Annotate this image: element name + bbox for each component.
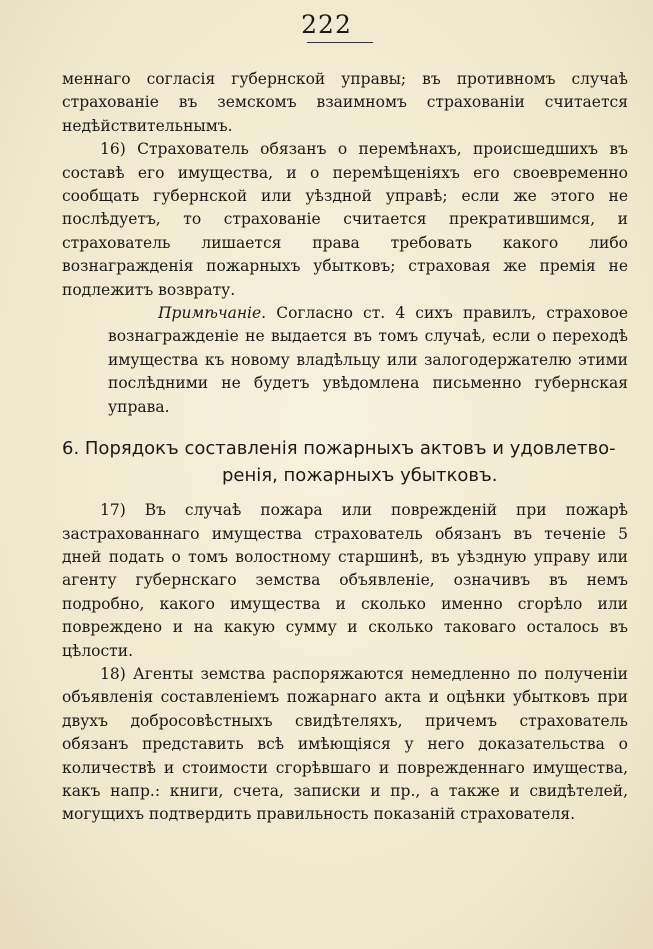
note-label: Примѣчаніе. (158, 304, 267, 323)
note-paragraph (108, 302, 628, 419)
page-number-rule (307, 42, 373, 43)
section-heading (62, 435, 628, 489)
paragraph-continued: меннаго согласія губернской управы; въ противномъ случаѣ страхованіе въ земскомъ взаимномъ страхованіи считается недѣйствительнымъ. (62, 70, 628, 135)
paragraph-16: 16) Страхователь обязанъ о перемѣнахъ, происшедшихъ въ составѣ его имущества, и о перемѣщеніяхъ его своевременно сообщать губернской или уѣздной управѣ; если же этого не послѣдуетъ, то страхованіе считается прекратившимся, и страхователь лишается права требовать какого либо вознагражденія пожарныхъ убытковъ; страховая же премія не подлежитъ возврату. (62, 140, 628, 299)
page-body (62, 68, 628, 827)
section-heading-line1: 6. Порядокъ составленія пожарныхъ актовъ и удовлетво- (62, 438, 616, 460)
paragraph-17: 17) Въ случаѣ пожара или поврежденій при пожарѣ застрахованнаго имущества страхователь обязанъ въ теченіе 5 дней подать о томъ волостному старшинѣ, въ уѣздную управу или агенту губернскаго земства объявленіе, означивъ въ немъ подробно, какого имущества и сколько именно сгорѣло или повреждено и на какую сумму и сколько таковаго осталось въ цѣлости. (62, 501, 628, 660)
page-number: 222 (301, 10, 352, 39)
note-text: Согласно ст. 4 сихъ правилъ, страховое вознагражденіе не выдается въ томъ случаѣ, если о переходѣ имущества къ новому владѣльцу или залогодержателю этими послѣдними не будетъ увѣдомлена письменно губернская управа. (108, 304, 628, 416)
paragraph-18: 18) Агенты земства распоряжаются немедленно по полученіи объявленія составленіемъ пожарнаго акта и оцѣнки убытковъ при двухъ добросовѣстныхъ свидѣтеляхъ, причемъ страхователь обязанъ представить всѣ имѣющіяся у него доказательства о количествѣ и стоимости сгорѣвшаго и поврежденнаго имущества, какъ напр.: книги, счета, записки и пр., а также и свидѣтелей, могущихъ подтвердить правильность показаній страхователя. (62, 664, 628, 824)
section-heading-line2: ренія, пожарныхъ убытковъ. (222, 465, 498, 487)
